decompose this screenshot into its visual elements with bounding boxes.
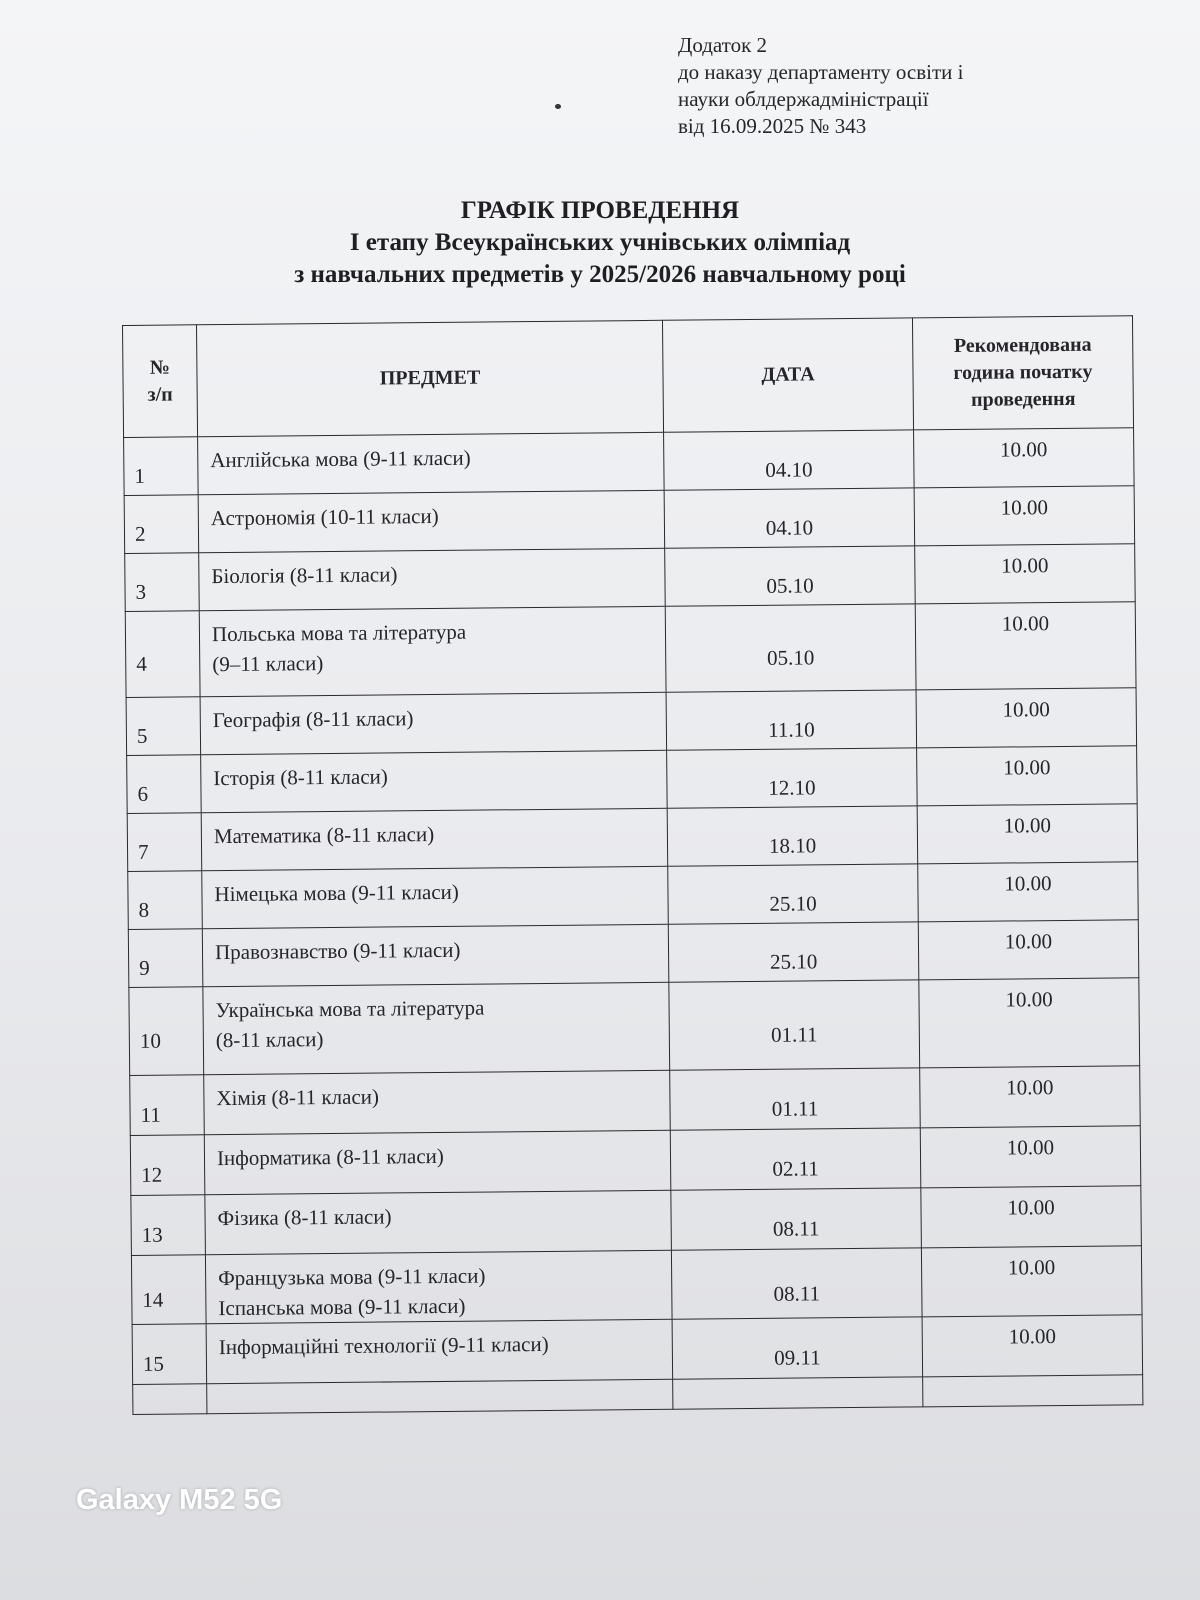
schedule-table [122,315,1143,1415]
row-start-time: 10.00 [917,746,1138,806]
header-number-line-1: № [149,356,171,379]
table-row [125,602,1136,698]
row-date: 25.10 [668,864,919,924]
row-date: 01.11 [669,980,920,1070]
empty-cell [923,1375,1143,1407]
header-time [912,316,1133,430]
header-time-line-2: година початку [953,360,1093,385]
row-subject [198,432,665,494]
table-row [128,920,1139,988]
subject-line: Історія (8-11 класи) [213,764,388,791]
subject-line: (8-11 класи) [215,1027,324,1053]
row-number: 8 [128,871,203,930]
subject-line: Математика (8-11 класи) [213,822,435,849]
row-start-time: 10.00 [916,688,1137,748]
appendix-line: від 16.09.2025 № 343 [678,114,867,138]
subject-line: Українська мова та література [215,995,485,1023]
empty-cell [207,1379,673,1413]
header-number-line-2: з/п [147,383,173,406]
row-subject [204,1070,671,1134]
row-date: 02.11 [670,1128,921,1190]
table-row [130,1066,1141,1136]
row-number: 14 [131,1255,206,1325]
row-number: 1 [124,437,199,496]
row-number: 5 [126,697,201,756]
row-start-time: 10.00 [918,920,1139,980]
row-date: 08.11 [671,1248,922,1319]
header-time-line-3: проведення [970,387,1076,411]
camera-watermark: Galaxy M52 5G [76,1484,283,1516]
table-row [127,746,1138,814]
table-row [131,1246,1142,1325]
empty-cell [673,1377,923,1409]
row-number: 11 [130,1075,205,1136]
row-subject [203,982,670,1074]
row-subject [205,1190,672,1254]
table-row [125,544,1136,612]
row-subject [202,924,669,986]
row-date: 18.10 [667,806,918,866]
title-line-1: ГРАФІК ПРОВЕДЕННЯ [460,197,740,224]
subject-line: Географія (8-11 класи) [212,706,414,733]
row-subject [205,1250,672,1323]
subject-line: Німецька мова (9-11 класи) [214,879,459,907]
row-subject [201,808,668,870]
appendix-line: до наказу департаменту освіти і [678,60,964,84]
empty-cell [133,1384,207,1415]
header-subject: ПРЕДМЕТ [197,320,664,436]
row-date: 09.11 [672,1317,923,1379]
row-number: 15 [132,1324,207,1385]
row-start-time: 10.00 [915,602,1136,690]
row-date: 04.10 [664,430,915,490]
row-date: 01.11 [670,1068,921,1130]
row-start-time: 10.00 [915,544,1136,604]
appendix-line: Додаток 2 [678,33,768,57]
row-number: 7 [127,813,202,872]
row-number: 6 [127,755,202,814]
row-start-time: 10.00 [922,1315,1143,1377]
subject-line: Хімія (8-11 класи) [216,1084,380,1111]
row-date: 08.11 [671,1188,922,1250]
row-subject [206,1319,673,1383]
table-row [124,486,1135,554]
table-row [131,1186,1142,1256]
row-start-time: 10.00 [919,978,1140,1068]
row-number: 4 [125,611,200,698]
appendix-block [678,32,963,140]
table-row [124,428,1135,496]
title-line-2: І етапу Всеукраїнських учнівських олімпіад [349,229,851,256]
subject-line: Іспанська мова (9-11 класи) [218,1293,466,1321]
row-subject [199,606,666,696]
row-start-time: 10.00 [914,486,1135,546]
row-start-time: 10.00 [921,1246,1142,1317]
row-subject [200,692,667,754]
row-start-time: 10.00 [917,804,1138,864]
header-time-line-1: Рекомендована [953,333,1092,358]
row-date: 04.10 [664,488,915,548]
row-start-time: 10.00 [918,862,1139,922]
title-line-3: з навчальних предметів у 2025/2026 навчальному році [294,261,906,288]
table-row [128,862,1139,930]
row-subject [202,866,669,928]
row-date: 05.10 [665,546,916,606]
subject-line: Французька мова (9-11 класи) [218,1263,486,1291]
subject-line: Біологія (8-11 класи) [211,562,398,589]
row-date: 11.10 [666,690,917,750]
row-number: 13 [131,1195,206,1256]
row-start-time: 10.00 [914,428,1135,488]
table-header-row [123,316,1134,438]
row-number: 2 [124,495,199,554]
row-number: 9 [128,929,203,988]
subject-line: Інформаційні технології (9-11 класи) [218,1331,549,1360]
row-start-time: 10.00 [921,1186,1142,1248]
subject-line: Інформатика (8-11 класи) [216,1143,444,1171]
row-subject [204,1130,671,1194]
table-row [129,978,1140,1076]
row-start-time: 10.00 [920,1126,1141,1188]
table-row [132,1315,1143,1385]
row-number: 12 [130,1135,205,1196]
ink-dot [555,104,561,109]
row-subject [198,490,665,552]
row-number: 3 [125,553,200,612]
row-date: 05.10 [665,604,916,692]
appendix-line: науки облдержадміністрації [678,87,929,111]
row-number: 10 [129,987,204,1076]
row-subject [199,548,666,610]
subject-line: Правознавство (9-11 класи) [214,937,461,965]
subject-line: Астрономія (10-11 класи) [210,503,439,531]
subject-line: Польська мова та література [211,619,467,647]
row-date: 12.10 [667,748,918,808]
table-row [130,1126,1141,1196]
row-start-time: 10.00 [920,1066,1141,1128]
document-title [0,195,1200,291]
subject-line: (9–11 класи) [212,651,324,677]
table-row [126,688,1137,756]
header-number [123,325,198,438]
row-date: 25.10 [668,922,919,982]
table-row [127,804,1138,872]
subject-line: Англійська мова (9-11 класи) [210,445,471,473]
row-subject [201,750,668,812]
subject-line: Фізика (8-11 класи) [217,1204,392,1231]
header-date: ДАТА [662,318,913,432]
